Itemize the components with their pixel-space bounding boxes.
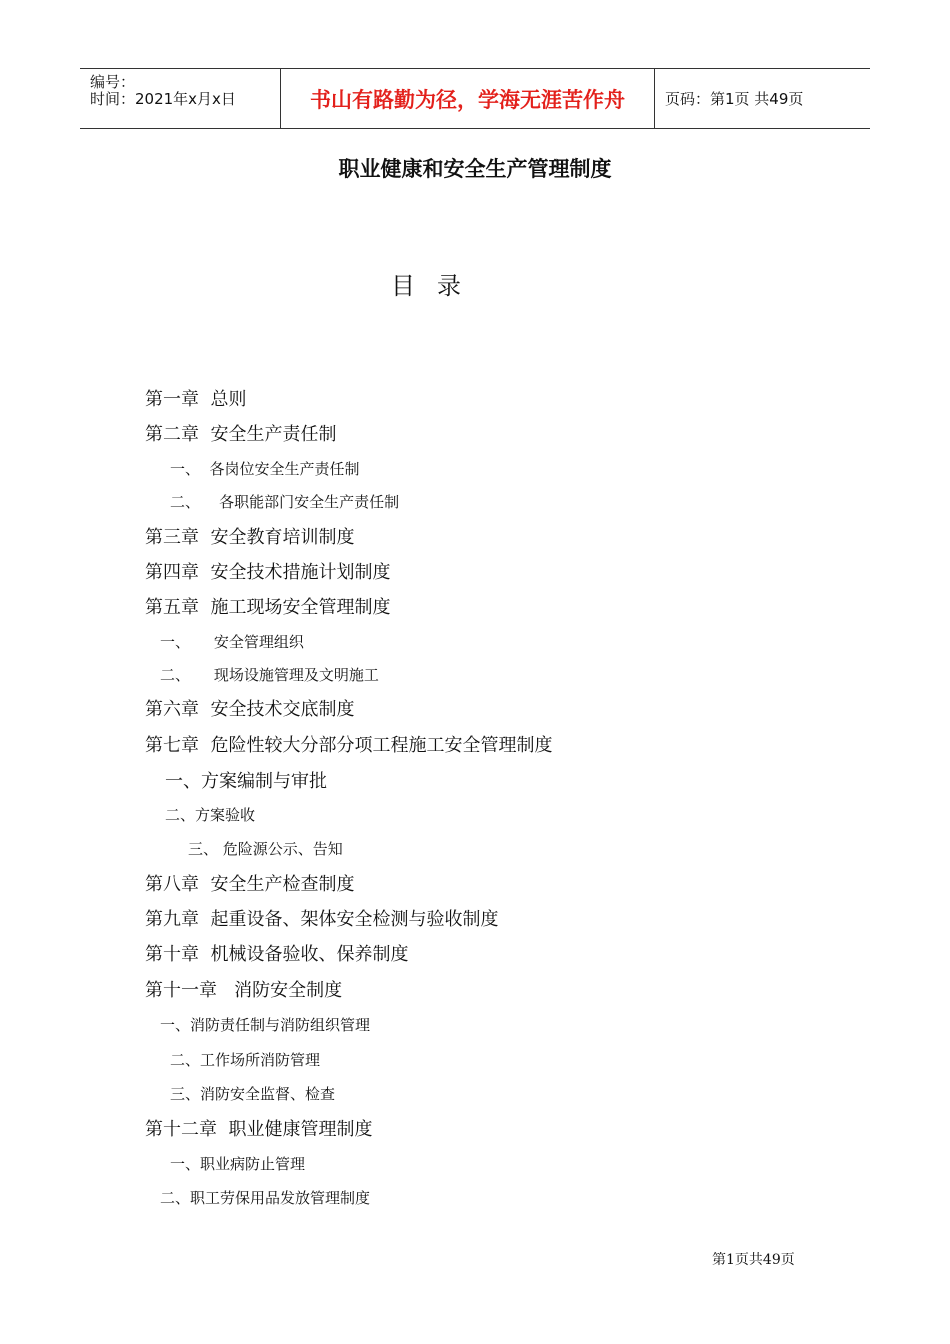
toc-item[interactable]: 第三章 安全教育培训制度 <box>145 527 355 548</box>
toc-item[interactable]: 第七章 危险性较大分部分项工程施工安全管理制度 <box>145 735 553 756</box>
toc-item[interactable]: 三、 危险源公示、告知 <box>188 840 343 858</box>
toc-heading: 目录 <box>391 272 483 300</box>
toc-item[interactable]: 三、消防安全监督、检查 <box>170 1085 336 1103</box>
toc-item[interactable]: 第十二章 职业健康管理制度 <box>145 1119 373 1140</box>
toc-item[interactable]: 一、消防责任制与消防组织管理 <box>160 1016 371 1034</box>
page-header <box>80 68 870 129</box>
toc-item[interactable]: 第六章 安全技术交底制度 <box>145 699 355 720</box>
time-label: 时间：2021年x月x日 <box>90 90 236 108</box>
toc-item[interactable]: 二、 各职能部门安全生产责任制 <box>170 493 400 511</box>
toc-item[interactable]: 一、 各岗位安全生产责任制 <box>170 460 360 478</box>
toc-item[interactable]: 第四章 安全技术措施计划制度 <box>145 562 391 583</box>
header-page-info: 页码：第1页 共49页 <box>665 90 804 108</box>
toc-item[interactable]: 二、工作场所消防管理 <box>170 1051 321 1069</box>
toc-item[interactable]: 二、 现场设施管理及文明施工 <box>160 666 379 684</box>
toc-item[interactable]: 一、职业病防止管理 <box>170 1155 306 1173</box>
motto-text: 书山有路勤为径，学海无涯苦作舟 <box>310 87 625 112</box>
toc-item[interactable]: 第十章 机械设备验收、保养制度 <box>145 944 409 965</box>
page-footer: 第1页共49页 <box>712 1252 795 1268</box>
toc-item[interactable]: 二、职工劳保用品发放管理制度 <box>160 1189 371 1207</box>
toc-item[interactable]: 第五章 施工现场安全管理制度 <box>145 597 391 618</box>
toc-item[interactable]: 第一章 总则 <box>145 389 247 410</box>
toc-item[interactable]: 第九章 起重设备、架体安全检测与验收制度 <box>145 909 499 930</box>
toc-item[interactable]: 第八章 安全生产检查制度 <box>145 874 355 895</box>
toc-item[interactable]: 第二章 安全生产责任制 <box>145 424 337 445</box>
number-label: 编号： <box>90 73 136 91</box>
header-meta <box>80 69 281 128</box>
toc-item[interactable]: 第十一章 消防安全制度 <box>145 980 343 1001</box>
toc-item[interactable]: 二、方案验收 <box>165 806 256 824</box>
header-motto <box>281 69 655 128</box>
document-title: 职业健康和安全生产管理制度 <box>338 157 612 181</box>
toc-item[interactable]: 一、方案编制与审批 <box>165 771 327 792</box>
toc-item[interactable]: 一、 安全管理组织 <box>160 633 304 651</box>
